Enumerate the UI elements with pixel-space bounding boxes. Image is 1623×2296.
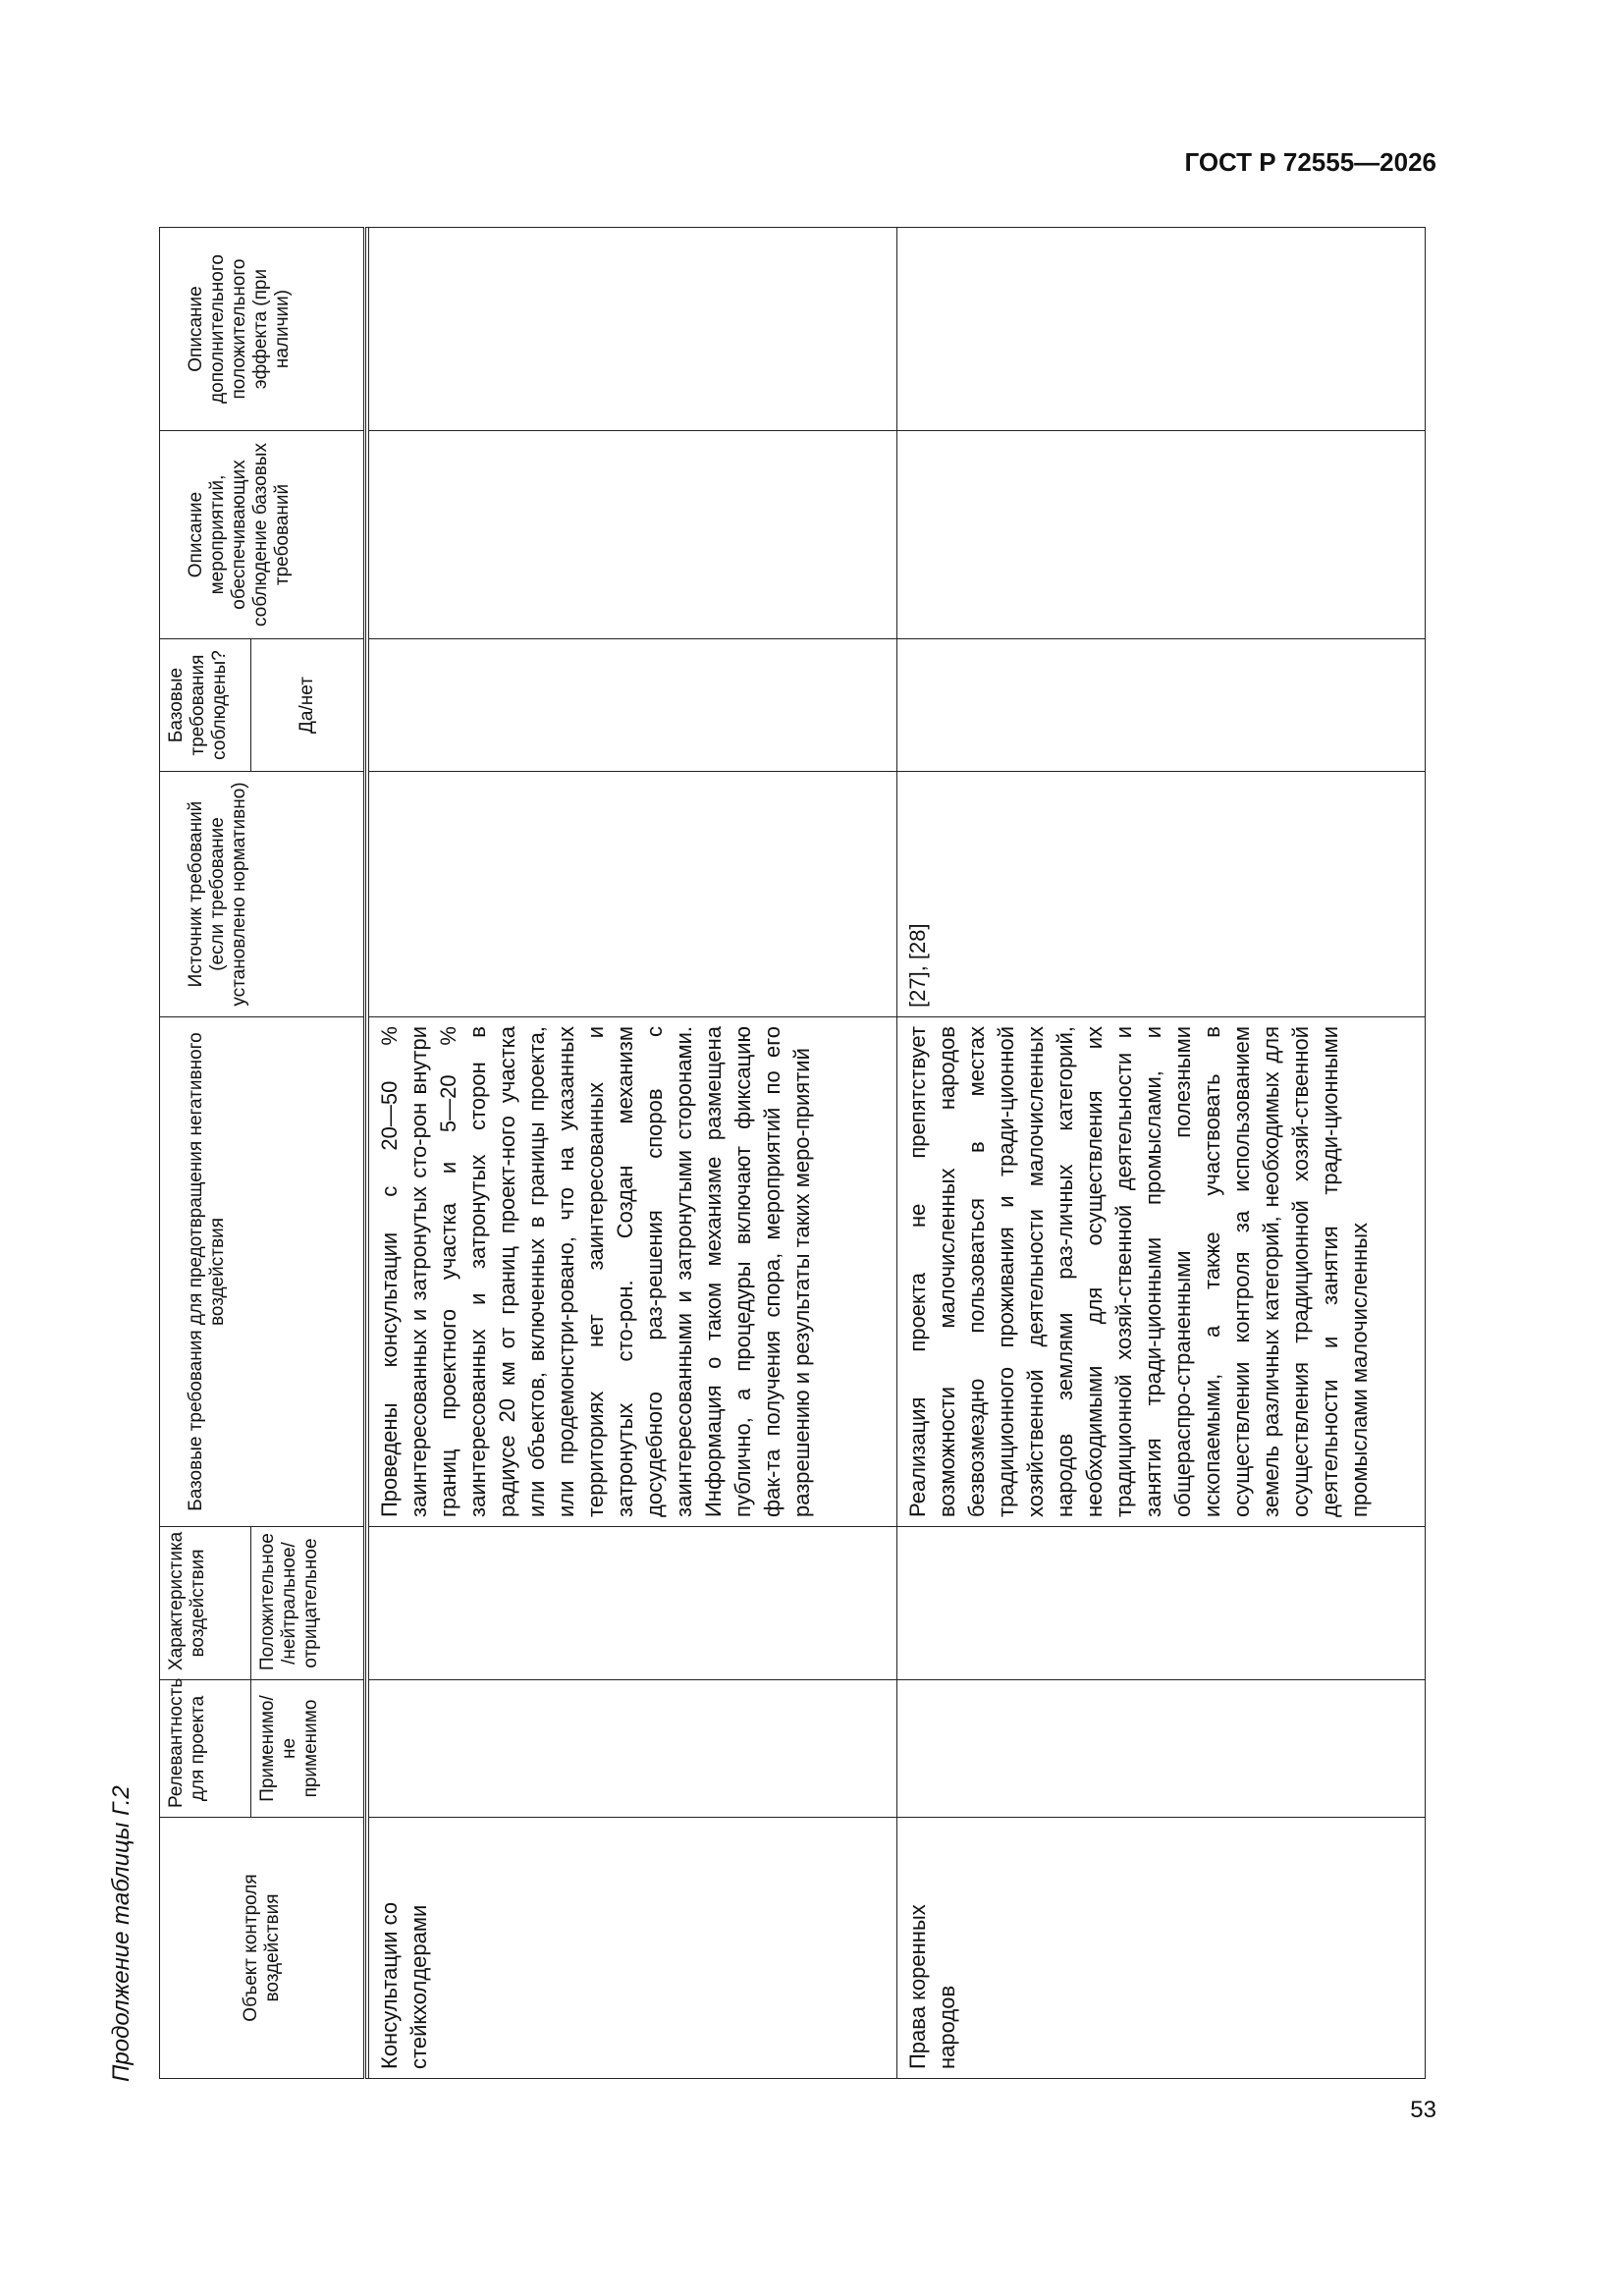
col-subheader-requirements-met: Да/нет: [251, 639, 365, 772]
col-subheader-relevance: Применимо/ не применимо: [251, 1680, 365, 1818]
cell-extra-effect: [897, 228, 1426, 431]
cell-measures: [897, 431, 1426, 639]
cell-relevance: [897, 1680, 1426, 1818]
cell-measures: [369, 431, 897, 639]
rotated-table-area: [108, 221, 1399, 2082]
cell-relevance: [369, 1680, 897, 1818]
table-caption: Продолжение таблицы Г.2: [108, 1785, 135, 2082]
page-number: 53: [1410, 2097, 1436, 2123]
cell-base-requirements: Проведены консультации с 20—50 % заинтересованных и затронутых сто-рон внутри границ проектного участка и 5—20 % заинтересованных и затронутых сторон в радиусе 20 км от границ проект-ного участка или объектов, включенных в границы проекта, или продемонстри-ровано, что на указанных территориях нет заинтересованных и затронутых сто-рон. Создан механизм досудебного раз-решения споров с заинтересованными и затронутыми сторонами. Информация о таком механизме размещена публично, а процедуры включают фиксацию фак-та получения спора, мероприятий по его разрешению и результаты таких меро-приятий: [369, 1017, 897, 1527]
cell-extra-effect: [369, 228, 897, 431]
table-row: [369, 228, 897, 2079]
col-header-measures: Описание мероприятий, обеспечивающих соблюдение базовых требований: [160, 431, 365, 639]
col-header-source: Источник требований (если требование установлено нормативно): [160, 772, 365, 1017]
col-header-extra-effect: Описание дополнительного положительного эффекта (при наличии): [160, 228, 365, 431]
cell-requirements-met: [369, 639, 897, 772]
impact-control-table: [159, 227, 1426, 2079]
col-header-base-requirements: Базовые требования для предотвращения негативного воздействия: [160, 1017, 365, 1527]
cell-character: [897, 1527, 1426, 1680]
table-row: [897, 228, 1426, 2079]
cell-object: Консультации со стейкхолдерами: [369, 1818, 897, 2079]
col-header-relevance: Релевантность для проекта: [160, 1680, 251, 1818]
document-standard-header: ГОСТ Р 72555—2026: [1184, 147, 1436, 177]
cell-source: [27], [28]: [897, 772, 1426, 1017]
col-header-character: Характеристика воздействия: [160, 1527, 251, 1680]
col-subheader-character: Положительное /нейтральное/ отрицательное: [251, 1527, 365, 1680]
cell-character: [369, 1527, 897, 1680]
cell-source: [369, 772, 897, 1017]
col-header-requirements-met: Базовые требования соблюдены?: [160, 639, 251, 772]
cell-base-requirements: Реализация проекта не препятствует возможности малочисленных народов безвозмездно пользоваться в местах традиционного проживания и тради-ционной хозяйственной деятельности малочисленных народов землями раз-личных категорий, необходимыми для осуществления их традиционной хозяй-ственной деятельности и занятия тради-ционными промыслами, и общераспро-страненными полезными ископаемыми, а также участвовать в осуществлении контроля за использованием земель различных категорий, необходимых для осуществления традиционной хозяй-ственной деятельности и занятия тради-ционными промыслами малочисленных: [897, 1017, 1426, 1527]
cell-requirements-met: [897, 639, 1426, 772]
col-header-object: Объект контроля воздействия: [160, 1818, 365, 2079]
cell-object: Права коренных народов: [897, 1818, 1426, 2079]
